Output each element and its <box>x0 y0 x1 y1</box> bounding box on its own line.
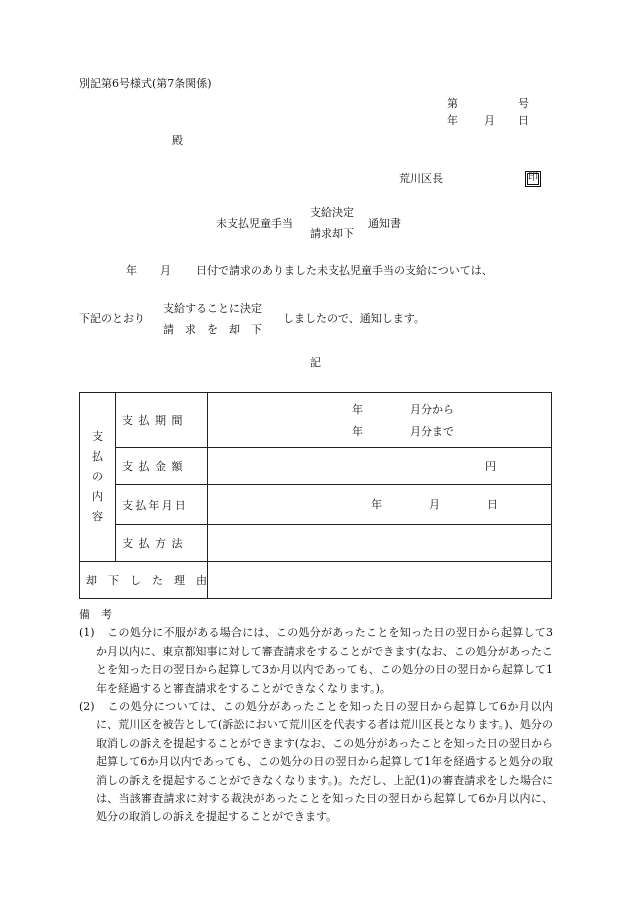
request-month: 月 <box>160 264 171 277</box>
payment-table <box>79 392 552 599</box>
title-option-reject: 請求却下 <box>310 227 354 240</box>
body-line2-suffix: しましたので、通知します。 <box>283 312 425 325</box>
seal-stamp <box>525 171 541 187</box>
payment-method-label: 支払方法 <box>116 525 208 562</box>
payment-date-label: 支払年月日 <box>116 485 208 525</box>
title-suffix: 通知書 <box>368 217 401 230</box>
payment-period-field[interactable]: 年 月分から 年 月分まで <box>208 393 552 448</box>
payment-method-field[interactable] <box>208 525 552 562</box>
title-option-grant: 支給決定 <box>310 206 354 219</box>
body-option-reject: 請 求 を 却 下 <box>163 323 262 336</box>
date-nen: 年 <box>447 114 458 127</box>
table-row <box>80 393 552 448</box>
body-line2-prefix: 下記のとおり <box>79 312 145 325</box>
number-dai: 第 <box>447 97 458 110</box>
issuer-title: 荒川区長 <box>399 172 443 185</box>
request-year: 年 <box>126 264 137 277</box>
table-row <box>80 562 552 599</box>
form-reference: 別記第6号様式(第7条関係) <box>79 77 212 90</box>
seal-char: 印 <box>528 172 538 183</box>
ki-heading: 記 <box>310 356 321 369</box>
note-item: (2) この処分については、この処分があったことを知った日の翌日から起算して6か月以内に、荒川区を被告として(訴訟において荒川区を代表する者は荒川区長となります。)、処分の取消しの訴えを提起することができます(なお、この処分があったことを知った日の翌日から起算して6か月以内であっても、この処分の日の翌日から起算して1年を経過すると処分の取消しの訴えを提起することができなくなります。)。ただし、上記(1)の審査請求をした場合には、当該審査請求に対する裁決があったことを知った日の翌日から起算して6か月以内に、処分の取消しの訴えを提起することができます。 <box>79 700 553 824</box>
table-row <box>80 525 552 562</box>
date-tsuki: 月 <box>484 114 495 127</box>
table-row <box>80 448 552 485</box>
payment-period-label: 支払期間 <box>116 393 208 448</box>
title-prefix: 未支払児童手当 <box>216 217 293 230</box>
note-item: (1) この処分に不服がある場合には、この処分があったことを知った日の翌日から起算して3か月以内に、東京都知事に対して審査請求をすることができます(なお、この処分があったことを知った日の翌日から起算して3か月以内であっても、この処分の日の翌日から起算して1年を経過すると審査請求をすることができなくなります。)。 <box>79 626 553 695</box>
payment-content-label: 支 払 の 内 容 <box>80 393 116 562</box>
payment-date-field[interactable]: 年 月 日 <box>208 485 552 525</box>
body-line1: 日付で請求のありました未支払児童手当の支給については、 <box>196 264 493 277</box>
date-hi: 日 <box>518 114 529 127</box>
payment-amount-label: 支払金額 <box>116 448 208 485</box>
notes-heading: 備 考 <box>79 608 112 621</box>
rejection-reason-label: 却 下 し た 理 由 <box>80 562 208 599</box>
notes-section <box>79 606 553 827</box>
addressee-suffix: 殿 <box>172 134 183 147</box>
number-go: 号 <box>518 97 529 110</box>
yen-unit: 円 <box>485 460 496 473</box>
table-row <box>80 485 552 525</box>
rejection-reason-field[interactable] <box>208 562 552 599</box>
body-option-grant: 支給することに決定 <box>163 302 262 315</box>
payment-amount-field[interactable] <box>208 448 552 485</box>
